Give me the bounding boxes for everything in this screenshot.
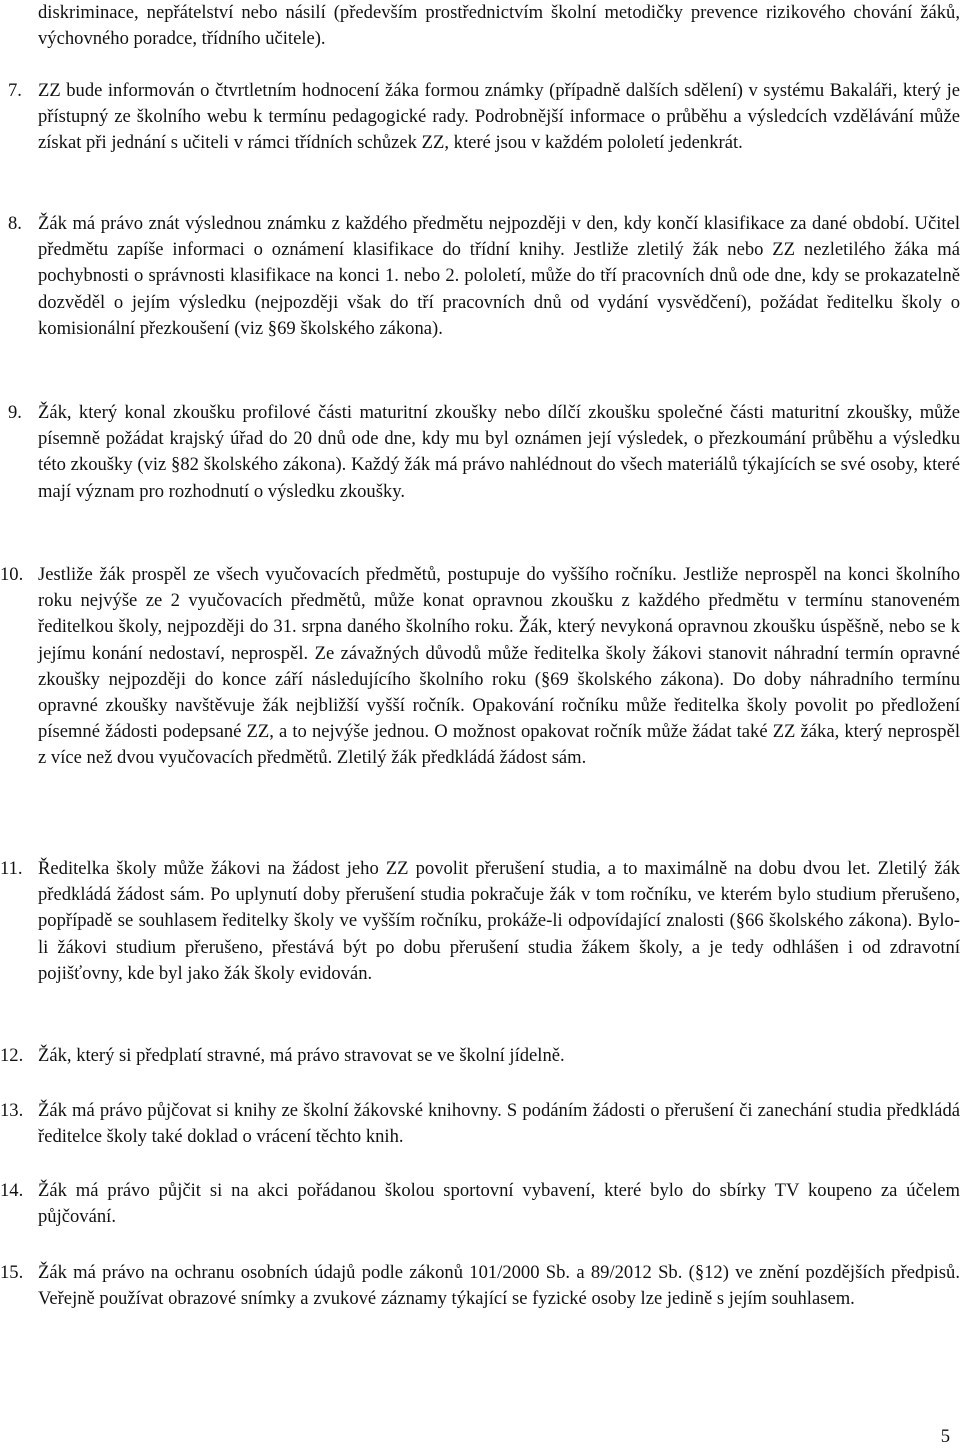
- item-text: Žák má právo půjčovat si knihy ze školní žákovské knihovny. S podáním žádosti o přerušení či zanechání studia předkládá ředitelce školy také doklad o vrácení těchto knih.: [38, 1100, 960, 1148]
- item-number: 9.: [8, 402, 22, 423]
- item-text: Jestliže žák prospěl ze všech vyučovacích předmětů, postupuje do vyššího ročníku. Jestliže neprospěl na konci školního roku nejvýše ze 2 vyučovacích předmětů, může konat opravnou zkoušku z každého předmětu v termínu stanoveném ředitelkou školy, nejpozději do 31. srpna daného školního roku. Žák, který nevykoná opravnou zkoušku úspěšně, nebo se k jejímu konání nedostaví, neprospěl. Ze závažných důvodů může ředitelka školy žákovi stanovit náhradní termín opravné zkoušky nejpozději do konce září následujícího školního roku (§69 školského zákona). Do doby náhradního termínu opravné zkoušky navštěvuje žák nejbližší vyšší ročník. Opakování ročníku může ředitelka školy povolit po předložení písemné žádosti podepsané ZZ, a to nejvýše jednou. O možnost opakovat ročník může žádat také ZZ žáka, který neprospěl z více než dvou vyučovacích předmětů. Zletilý žák předkládá žádost sám.: [38, 564, 960, 769]
- item-number: 12.: [0, 1045, 24, 1066]
- list-item-13: [0, 1098, 960, 1150]
- item-number: 14.: [0, 1180, 24, 1201]
- page-number: 5: [940, 1426, 950, 1447]
- item-text: Žák má právo na ochranu osobních údajů podle zákonů 101/2000 Sb. a 89/2012 Sb. (§12) ve znění pozdějších předpisů. Veřejně používat obrazové snímky a zvukové záznamy týkající se fyzické osoby lze jedině s jejím souhlasem.: [38, 1262, 960, 1310]
- item-text: Ředitelka školy může žákovi na žádost jeho ZZ povolit přerušení studia, a to maximálně na dobu dvou let. Zletilý žák předkládá žádost sám. Po uplynutí doby přerušení studia pokračuje žák v tom ročníku, ve kterém bylo studium přerušeno, popřípadě se souhlasem ředitelky školy ve vyšším ročníku, prokáže-li odpovídající znalosti (§66 školského zákona). Bylo-li žákovi studium přerušeno, přestává být po dobu přerušení studia žákem školy, a je tedy odhlášen i od zdravotní pojišťovny, kde byl jako žák školy evidován.: [38, 858, 960, 984]
- list-item-9: [0, 400, 960, 505]
- item-number: 13.: [0, 1100, 24, 1121]
- intro-text: diskriminace, nepřátelství nebo násilí (především prostřednictvím školní metodičky prevence rizikového chování žáků, výchovného poradce, třídního učitele).: [38, 2, 960, 50]
- list-item-12: [0, 1043, 960, 1069]
- item-number: 8.: [8, 213, 22, 234]
- item-text: ZZ bude informován o čtvrtletním hodnocení žáka formou známky (případně dalších sdělení) v systému Bakaláři, který je přístupný ze školního webu k termínu pedagogické rady. Podrobnější informace o průběhu a výsledcích vzdělávání může získat při jednání s učiteli v rámci třídních schůzek ZZ, které jsou v každém pololetí jedenkrát.: [38, 80, 960, 154]
- intro-paragraph: [38, 0, 960, 52]
- item-number: 11.: [0, 858, 23, 879]
- item-text: Žák, který si předplatí stravné, má právo stravovat se ve školní jídelně.: [38, 1045, 565, 1066]
- list-item-11: [0, 856, 960, 987]
- item-text: Žák má právo znát výslednou známku z každého předmětu nejpozději v den, kdy končí klasifikace za dané období. Učitel předmětu zapíše informaci o oznámení klasifikace do třídní knihy. Jestliže zletilý žák nebo ZZ nezletilého žáka má pochybnosti o správnosti klasifikace na konci 1. nebo 2. pololetí, může do tří pracovních dnů ode dne, kdy se prokazatelně dozvěděl o jejím výsledku (nejpozději však do tří pracovních dnů od vydání vysvědčení), požádat ředitelku školy o komisionální přezkoušení (viz §69 školského zákona).: [38, 213, 960, 339]
- list-item-8: [0, 211, 960, 342]
- item-number: 10.: [0, 564, 24, 585]
- item-number: 7.: [8, 80, 22, 101]
- item-text: Žák má právo půjčit si na akci pořádanou školou sportovní vybavení, které bylo do sbírky TV koupeno za účelem půjčování.: [38, 1180, 960, 1228]
- list-item-7: [0, 78, 960, 157]
- list-item-15: [0, 1260, 960, 1312]
- list-item-14: [0, 1178, 960, 1230]
- item-number: 15.: [0, 1262, 24, 1283]
- item-text: Žák, který konal zkoušku profilové části maturitní zkoušky nebo dílčí zkoušku společné části maturitní zkoušky, může písemně požádat krajský úřad do 20 dnů ode dne, kdy mu byl oznámen její výsledek, o přezkoumání průběhu a výsledku této zkoušky (viz §82 školského zákona). Každý žák má právo nahlédnout do všech materiálů týkajících se své osoby, které mají význam pro rozhodnutí o výsledku zkoušky.: [38, 402, 960, 502]
- list-item-10: [0, 562, 960, 772]
